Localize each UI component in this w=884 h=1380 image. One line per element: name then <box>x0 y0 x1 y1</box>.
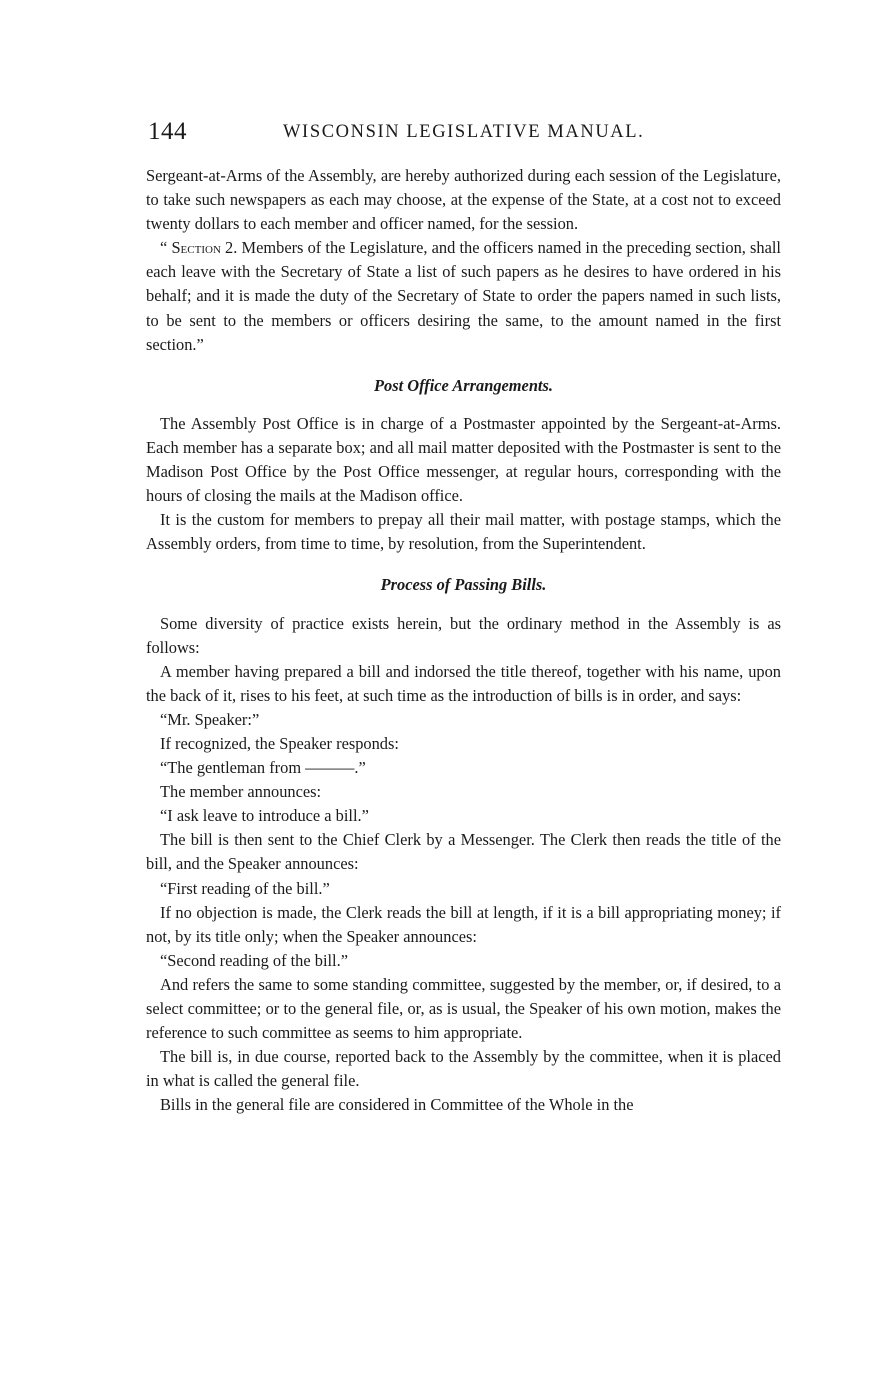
paragraph-bills-14: Bills in the general file are considered in Committee of the Whole in the <box>160 1095 634 1115</box>
paragraph-bills-3: “Mr. Speaker:” <box>160 709 260 729</box>
paragraph-bills-9: “First reading of the bill.” <box>160 878 330 898</box>
body-text <box>146 164 781 1117</box>
paragraph-post-office-2: It is the custom for members to prepay all their mail matter, with postage stamps, which the Assembly orders, from time to time, by resolution, from the Superintendent. <box>146 510 781 554</box>
paragraph-bills-2: A member having prepared a bill and indorsed the title thereof, together with his name, upon the back of it, rises to his feet, at such time as the introduction of bills is in order, and says: <box>146 661 781 705</box>
running-head <box>148 118 788 148</box>
paragraph-bills-4: If recognized, the Speaker responds: <box>160 733 399 753</box>
section-text: Members of the Legislature, and the officers named in the preceding section, shall each leave with the Secretary of State a list of such papers as he desires to have ordered in his behalf; and it is made the duty of the Secretary of State to order the papers named in such lists, to be sent to the members or officers desiring the same, to the amount named in the first section.” <box>146 238 781 354</box>
paragraph-bills-1: Some diversity of practice exists herein, but the ordinary method in the Assembly is as follows: <box>146 613 781 657</box>
paragraph-section-2 <box>146 236 781 356</box>
paragraph-bills-13: The bill is, in due course, reported back to the Assembly by the committee, when it is placed in what is called the general file. <box>146 1047 781 1091</box>
paragraph-bills-11: “Second reading of the bill.” <box>160 950 348 970</box>
paragraph-continued: Sergeant-at-Arms of the Assembly, are hereby authorized during each session of the Legislature, to take such newspapers as each may choose, at the expense of the State, at a cost not to exceed twenty dollars to each member and officer named, for the session. <box>146 166 781 234</box>
section-label: “ Section 2. <box>160 238 238 258</box>
heading-process-bills: Process of Passing Bills. <box>380 575 547 595</box>
heading-post-office: Post Office Arrangements. <box>374 375 553 395</box>
paragraph-bills-7: “I ask leave to introduce a bill.” <box>160 806 369 826</box>
paragraph-bills-12: And refers the same to some standing committee, suggested by the member, or, if desired, to a select committee; or to the general file, or, as is usual, the Speaker of his own motion, makes the reference to such committee as seems to him appropriate. <box>146 974 781 1043</box>
running-title: WISCONSIN LEGISLATIVE MANUAL. <box>283 122 645 142</box>
paragraph-post-office-1: The Assembly Post Office is in charge of a Postmaster appointed by the Sergeant-at-Arms. Each member has a separate box; and all mail matter deposited with the Postmaster is sent to the Madison Post Office by the Post Office messenger, at regular hours, corresponding with the hours of closing the mails at the Madison office. <box>146 413 781 506</box>
paragraph-bills-6: The member announces: <box>160 782 322 802</box>
page-number: 144 <box>148 118 187 145</box>
paragraph-bills-5: “The gentleman from ———.” <box>160 758 366 778</box>
paragraph-bills-10: If no objection is made, the Clerk reads the bill at length, if it is a bill appropriating money; if not, by its title only; when the Speaker announces: <box>146 902 781 946</box>
paragraph-bills-8: The bill is then sent to the Chief Clerk by a Messenger. The Clerk then reads the title of the bill, and the Speaker announces: <box>146 830 781 874</box>
